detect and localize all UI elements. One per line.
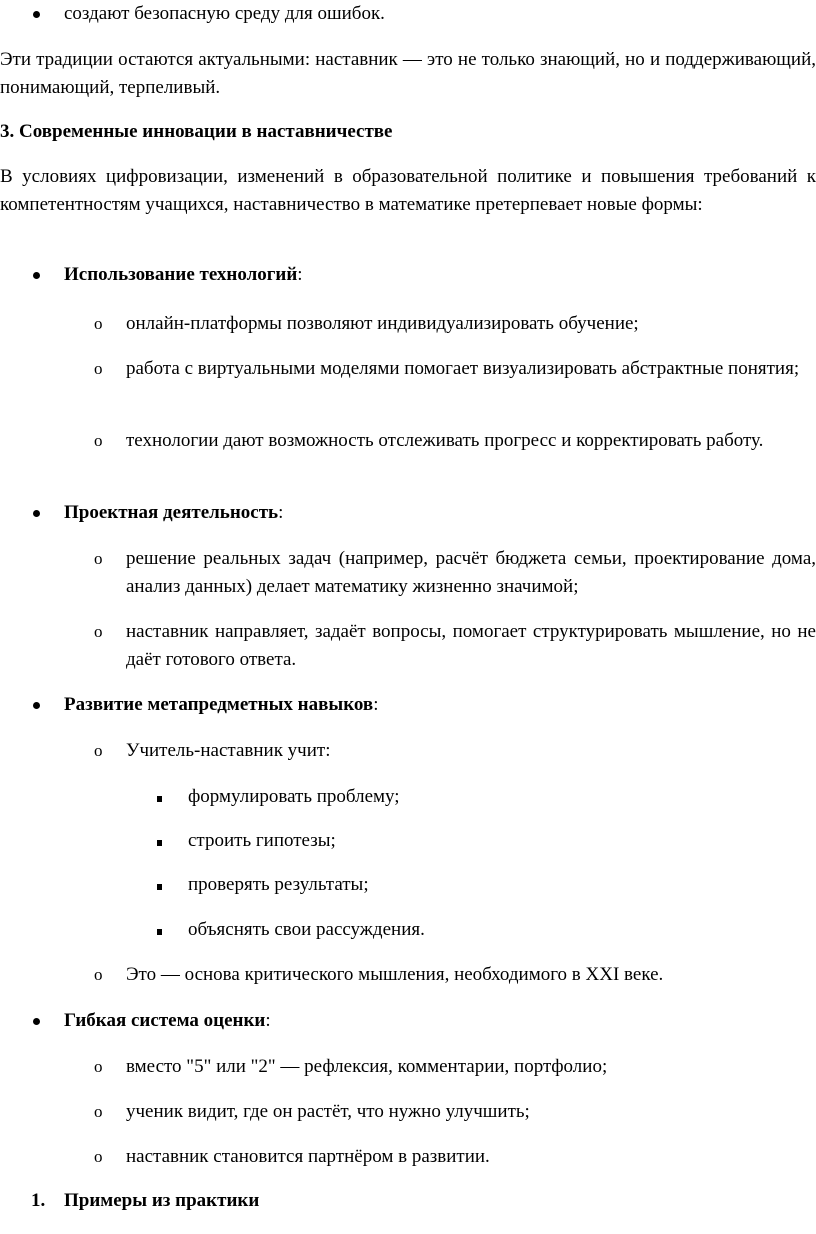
- square-bullet-icon: [157, 796, 162, 802]
- list-item: Учитель-наставник учит:: [126, 740, 331, 761]
- circle-bullet-icon: o: [94, 431, 103, 450]
- list-item: технологии дают возможность отслеживать прогресс и корректировать работу.: [126, 430, 764, 451]
- list-heading-suffix: :: [278, 502, 284, 523]
- sub-list-item: строить гипотезы;: [188, 830, 336, 851]
- circle-bullet-icon: o: [94, 1102, 103, 1121]
- square-bullet-icon: [157, 840, 162, 846]
- circle-bullet-icon: o: [94, 1147, 103, 1166]
- list-item: ученик видит, где он растёт, что нужно улучшить;: [126, 1101, 530, 1122]
- square-bullet-icon: [157, 929, 162, 935]
- bullet-dot-icon: [33, 702, 40, 709]
- square-bullet-icon: [157, 884, 162, 890]
- bullet-dot-icon: [33, 272, 40, 279]
- list-heading: [64, 499, 804, 527]
- paragraph: В условиях цифровизации, изменений в образовательной политике и повышения требований к компетентностям учащихся, наставничество в математике претерпевает новые формы:: [0, 166, 816, 215]
- list-heading: [64, 261, 804, 289]
- list-heading-suffix: :: [373, 694, 379, 715]
- sub-list-item: формулировать проблему;: [188, 786, 400, 807]
- sub-list-item: проверять результаты;: [188, 874, 369, 895]
- list-heading-title: Проектная деятельность: [64, 502, 279, 523]
- circle-bullet-icon: o: [94, 741, 103, 760]
- circle-bullet-icon: o: [94, 622, 103, 641]
- list-item: Это — основа критического мышления, необходимого в XXI веке.: [126, 964, 664, 985]
- list-heading-title: Развитие метапредметных навыков: [64, 694, 374, 715]
- circle-bullet-icon: o: [94, 314, 103, 333]
- bullet-dot-icon: [33, 510, 40, 517]
- list-item: наставник направляет, задаёт вопросы, помогает структурировать мышление, но не даёт готового ответа.: [126, 621, 816, 670]
- list-item: наставник становится партнёром в развитии.: [126, 1146, 490, 1167]
- list-item: решение реальных задач (например, расчёт бюджета семьи, проектирование дома, анализ данных) делает математику жизненно значимой;: [126, 548, 816, 597]
- list-heading: [64, 691, 804, 719]
- list-item: вместо "5" или "2" — рефлексия, комментарии, портфолио;: [126, 1056, 608, 1077]
- circle-bullet-icon: o: [94, 549, 103, 568]
- bullet-dot-icon: [33, 11, 40, 18]
- list-heading-suffix: :: [297, 264, 303, 285]
- list-heading-title: Использование технологий: [64, 264, 298, 285]
- list-heading-title: Гибкая система оценки: [64, 1010, 266, 1031]
- list-item: создают безопасную среду для ошибок.: [64, 3, 385, 24]
- sub-list-item: объяснять свои рассуждения.: [188, 919, 425, 940]
- numbered-heading-text: Примеры из практики: [64, 1190, 260, 1211]
- list-item: онлайн-платформы позволяют индивидуализировать обучение;: [126, 313, 639, 334]
- list-item: работа с виртуальными моделями помогает визуализировать абстрактные понятия;: [126, 358, 800, 379]
- circle-bullet-icon: o: [94, 1057, 103, 1076]
- paragraph: Эти традиции остаются актуальными: наставник — это не только знающий, но и поддерживающий, понимающий, терпеливый.: [0, 49, 816, 98]
- bullet-dot-icon: [33, 1018, 40, 1025]
- section-heading: 3. Современные инновации в наставничестве: [0, 121, 393, 142]
- numbered-heading-number: 1.: [31, 1190, 46, 1211]
- circle-bullet-icon: o: [94, 359, 103, 378]
- list-heading: [64, 1007, 804, 1035]
- circle-bullet-icon: o: [94, 965, 103, 984]
- list-heading-suffix: :: [265, 1010, 271, 1031]
